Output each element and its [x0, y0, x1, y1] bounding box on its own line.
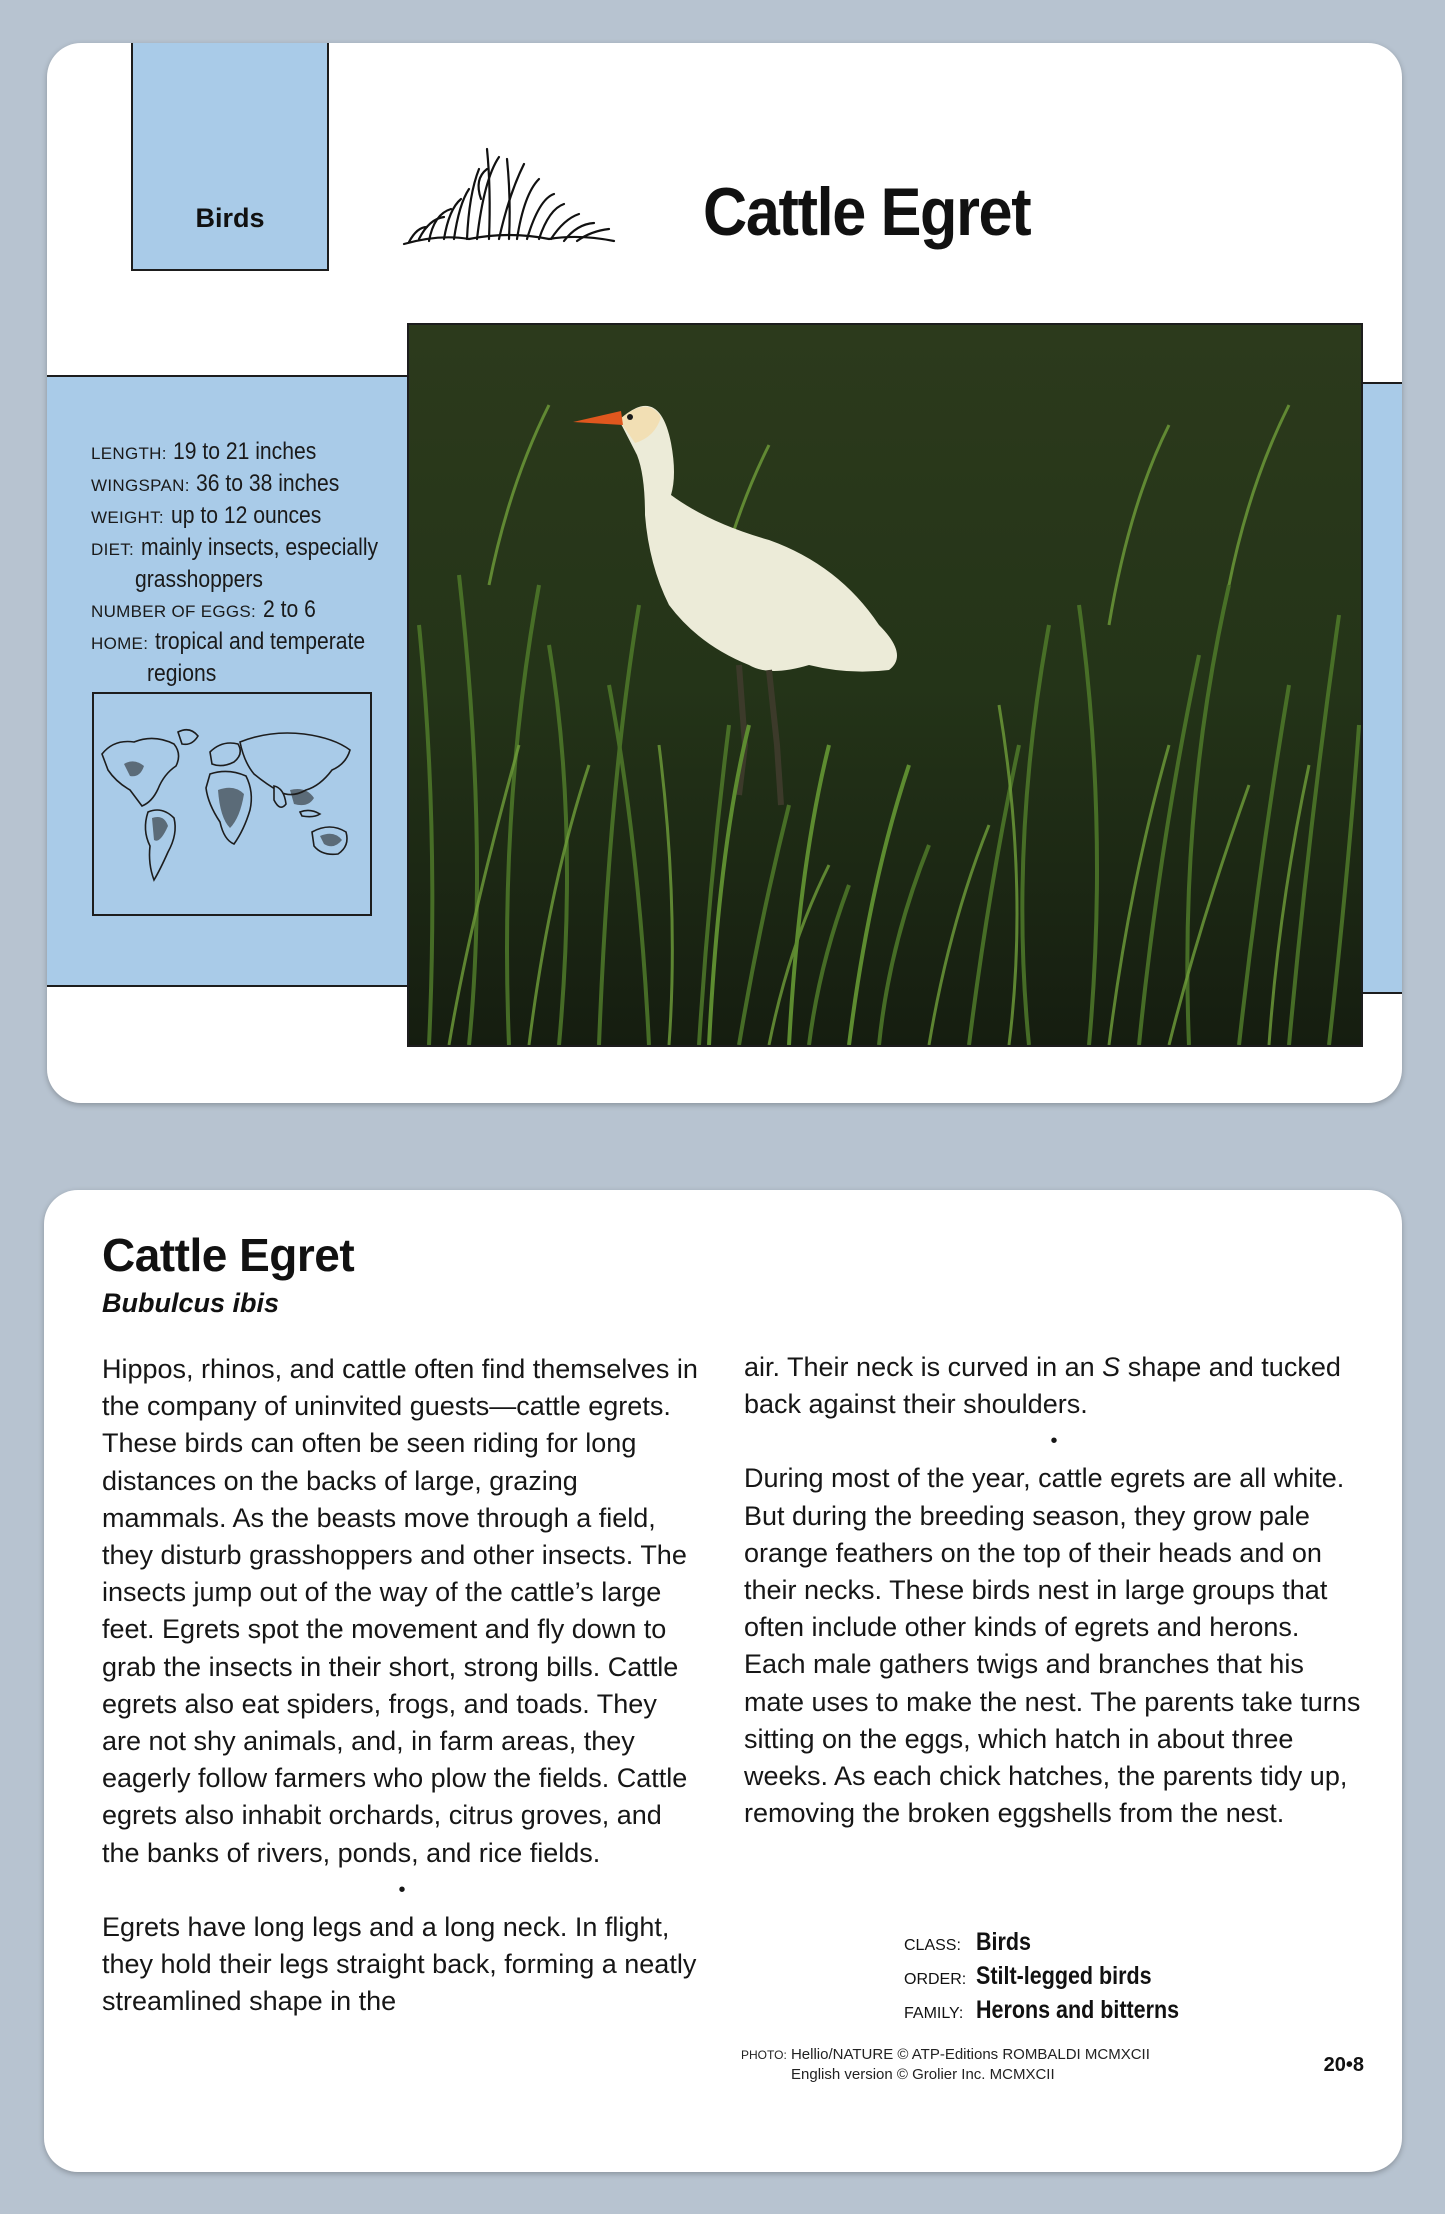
paragraph: Egrets have long legs and a long neck. In flight, they hold their legs straight back, forming a neatly streamlined shape in the	[102, 1911, 697, 2017]
fact-wingspan: WINGSPAN: 36 to 38 inches	[91, 470, 340, 497]
bullet-separator: •	[398, 1878, 406, 1901]
facts-list	[91, 437, 431, 689]
back-title: Cattle Egret	[102, 1229, 355, 1281]
card-number: 20•8	[1323, 2054, 1364, 2076]
bullet-separator: •	[1050, 1430, 1058, 1453]
text-column-1	[102, 1351, 702, 2020]
photo-credits: PHOTO: Hellio/NATURE © ATP-Editions ROMBALDI MCMXCII English version © Grolier Inc. MCMXCII	[741, 2046, 1150, 2083]
fact-weight: WEIGHT: up to 12 ounces	[91, 502, 321, 529]
card-title: Cattle Egret	[703, 174, 1031, 250]
egret-photo-illustration	[409, 325, 1361, 1045]
fact-length: LENGTH: 19 to 21 inches	[91, 438, 317, 465]
back-card	[44, 1190, 1402, 2172]
grass-icon	[399, 139, 619, 259]
taxonomy-block	[904, 1927, 1212, 2029]
taxonomy-family: FAMILY: Herons and bitterns	[904, 1996, 1180, 2024]
paragraph: air. Their neck is curved in an S shape and tucked back against their shoulders.	[744, 1352, 1341, 1420]
paragraph: Hippos, rhinos, and cattle often find themselves in the company of uninvited guests—cattle egrets. These birds can often be seen riding for long distances on the backs of large, grazing mammals. As the beasts move through a field, they disturb grasshoppers and other insects. The insects jump out of the way of the cattle’s large feet. Egrets spot the movement and fly down to grab the insects in their short, strong bills. Cattle egrets also eat spiders, frogs, and toads. They are not shy animals, and, in farm areas, they eagerly follow farmers who plow the fields. Cattle egrets also inhabit orchards, citrus groves, and the banks of rivers, ponds, and rice fields.	[102, 1354, 698, 1868]
front-card	[47, 43, 1402, 1103]
fact-home: HOME: tropical and temperate regions	[91, 628, 366, 687]
scientific-name: Bubulcus ibis	[102, 1288, 280, 1318]
taxonomy-order: ORDER: Stilt-legged birds	[904, 1962, 1152, 1990]
category-tab	[131, 43, 329, 271]
paragraph: During most of the year, cattle egrets are all white. But during the breeding season, they grow pale orange feathers on the top of their heads and on their necks. These birds nest in large groups that often include other kinds of egrets and herons. Each male gathers twigs and branches that his mate uses to make the nest. The parents take turns sitting on the eggs, which hatch in about three weeks. As each chick hatches, the parents tidy up, removing the broken eggshells from the nest.	[744, 1463, 1361, 1829]
fact-diet: DIET: mainly insects, especially grasshoppers	[91, 534, 378, 593]
fact-eggs: NUMBER OF EGGS: 2 to 6	[91, 596, 316, 623]
taxonomy-class: CLASS: Birds	[904, 1928, 1031, 1956]
category-label: Birds	[195, 203, 265, 233]
text-column-2	[744, 1349, 1364, 1832]
right-accent-band	[1358, 382, 1402, 994]
world-map-icon	[94, 694, 370, 914]
range-map	[92, 692, 372, 916]
egret-photo	[407, 323, 1363, 1047]
